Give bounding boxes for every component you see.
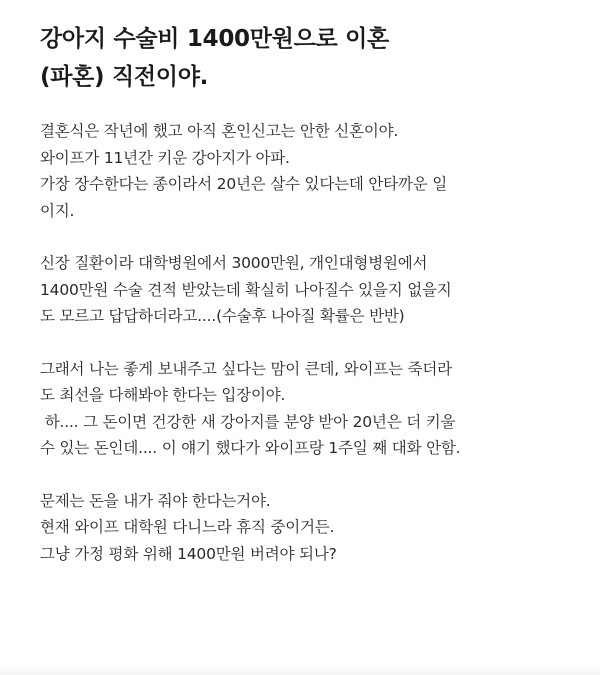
paragraph-2 — [40, 250, 560, 330]
text-line: 신장 질환이라 대학병원에서 3000만원, 개인대형병원에서 — [40, 254, 428, 272]
paragraph-4 — [40, 488, 560, 568]
text-line: 이지. — [40, 201, 75, 220]
post-title-line-1: 강아지 수술비 1400만원으로 이혼 — [40, 26, 389, 52]
text-line: 그냥 가정 평화 위해 1400만원 버려야 되나? — [40, 544, 337, 563]
text-line: 현재 와이프 대학원 다니느라 휴직 중이거든. — [40, 518, 335, 536]
paragraph-3 — [40, 356, 560, 462]
text-line: 1400만원 수술 견적 받았는데 확실히 나아질수 있을지 없을지 — [40, 280, 452, 299]
bottom-edge — [0, 663, 600, 675]
text-line: 문제는 돈을 내가 줘야 한다는거야. — [40, 491, 271, 510]
text-line: 그래서 나는 좋게 보내주고 싶다는 맘이 큰데, 와이프는 죽더라 — [40, 359, 452, 378]
paragraph-1 — [40, 118, 560, 224]
text-line: 와이프가 11년간 키운 강아지가 아파. — [40, 148, 290, 167]
text-line: 하.... 그 돈이면 건강한 새 강아지를 분양 받아 20년은 더 키울 — [40, 412, 456, 431]
text-line: 수 있는 돈인데.... 이 얘기 했다가 와이프랑 1주일 째 대화 안함. — [40, 439, 461, 457]
text-line: 결혼식은 작년에 했고 아직 혼인신고는 안한 신혼이야. — [40, 122, 399, 140]
post-title-line-2: (파혼) 직전이야. — [40, 64, 209, 90]
text-line: 가장 장수한다는 종이라서 20년은 살수 있다는데 안타까운 일 — [40, 175, 447, 193]
text-line: 도 최선을 다해봐야 한다는 입장이야. — [40, 386, 286, 404]
text-line: 도 모르고 답답하더라고....(수술후 나아질 확률은 반반) — [40, 307, 405, 325]
post-body — [40, 118, 560, 567]
post-title — [40, 20, 560, 96]
